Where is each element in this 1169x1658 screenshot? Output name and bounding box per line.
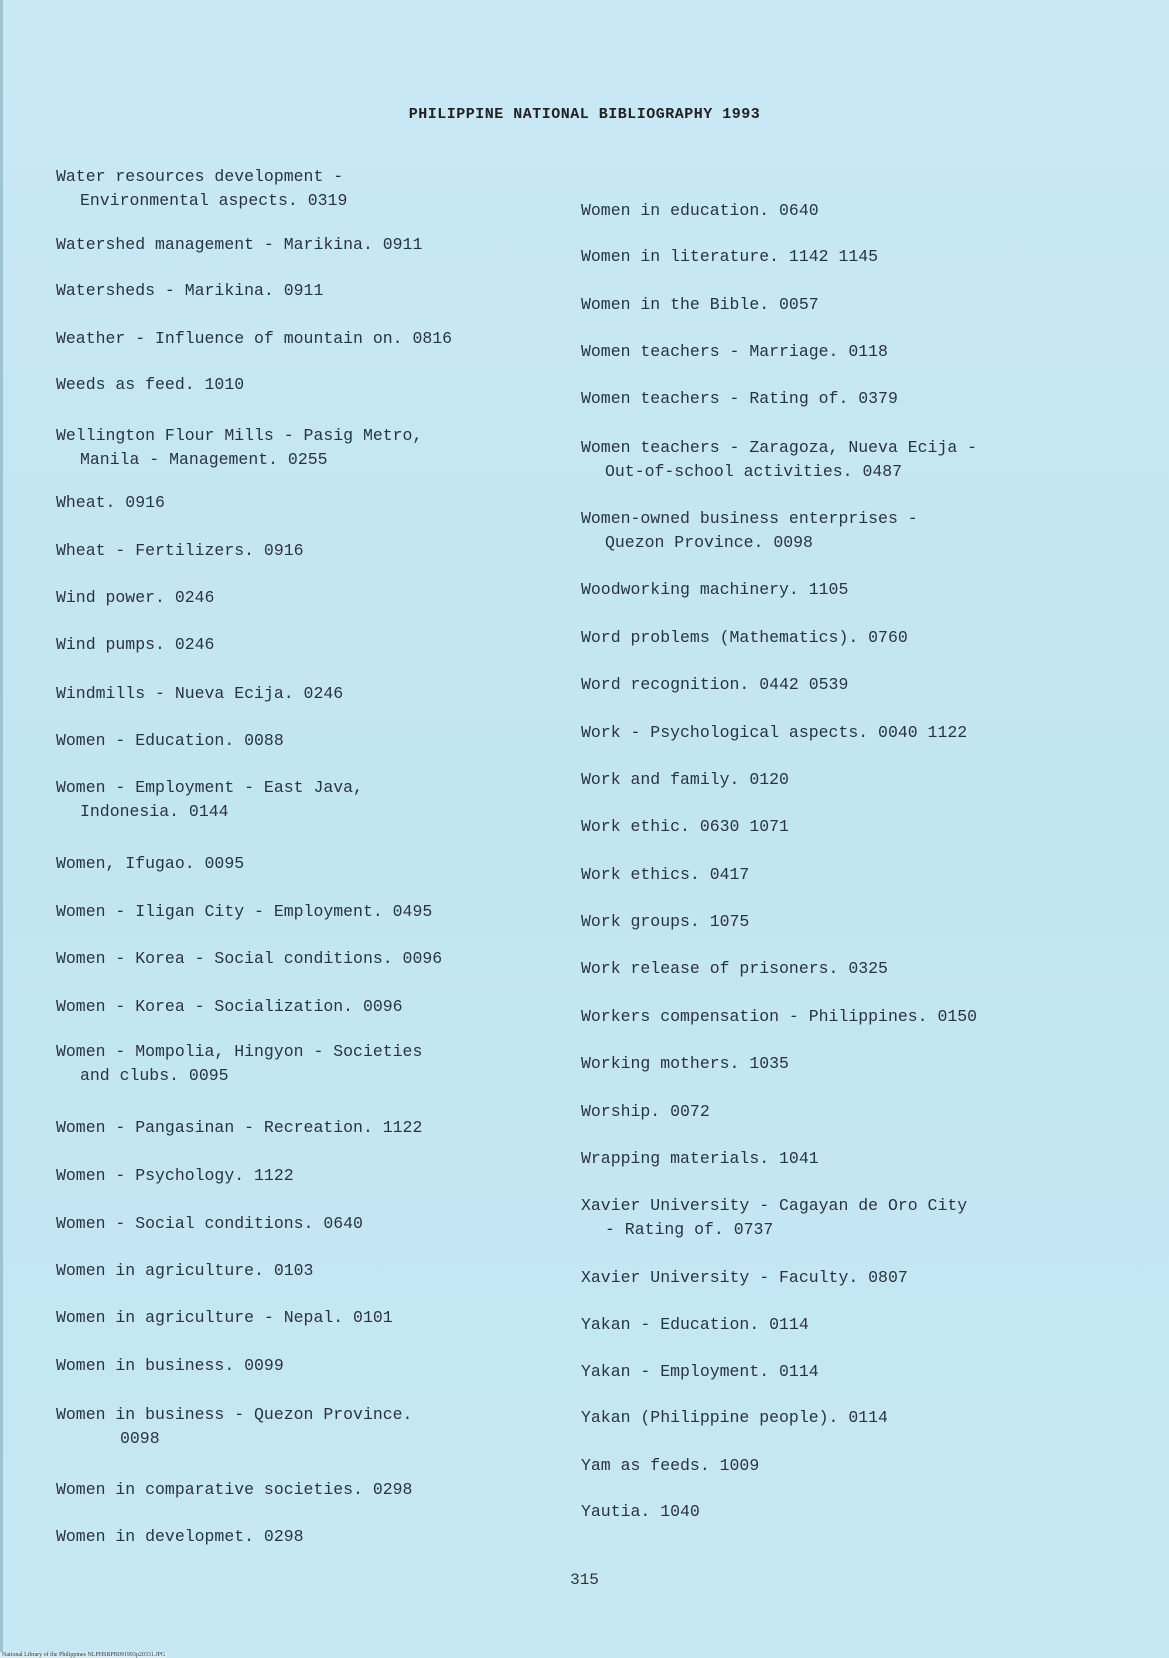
index-entry: Work groups. 1075 (581, 912, 750, 931)
index-entry: Work ethics. 0417 (581, 865, 750, 884)
page-edge (0, 0, 3, 1658)
index-entry: Women teachers - Rating of. 0379 (581, 389, 898, 408)
index-entry: Women - Iligan City - Employment. 0495 (56, 902, 433, 921)
index-entry: Weeds as feed. 1010 (56, 375, 245, 394)
index-entry: Word problems (Mathematics). 0760 (581, 628, 908, 647)
index-entry: Yautia. 1040 (581, 1502, 700, 1521)
index-entry: Watershed management - Marikina. 0911 (56, 235, 423, 254)
index-entry: Women in agriculture. 0103 (56, 1261, 314, 1280)
index-entry: Worship. 0072 (581, 1102, 710, 1121)
index-entry: Word recognition. 0442 0539 (581, 675, 849, 694)
index-entry: Weather - Influence of mountain on. 0816 (56, 329, 453, 348)
index-entry: Work release of prisoners. 0325 (581, 959, 888, 978)
index-entry: Xavier University - Cagayan de Oro City - Rating of. 0737 (581, 1196, 968, 1239)
index-entry: Women in developmet. 0298 (56, 1527, 304, 1546)
index-entry: Wheat. 0916 (56, 493, 165, 512)
index-entry: Xavier University - Faculty. 0807 (581, 1268, 908, 1287)
index-entry: Water resources development - Environmental aspects. 0319 (56, 167, 348, 210)
index-entry: Yakan (Philippine people). 0114 (581, 1408, 888, 1427)
index-entry: Windmills - Nueva Ecija. 0246 (56, 684, 344, 703)
index-entry: Women - Mompolia, Hingyon - Societies and clubs. 0095 (56, 1042, 423, 1085)
index-entry: Women teachers - Marriage. 0118 (581, 342, 888, 361)
index-entry: Workers compensation - Philippines. 0150 (581, 1007, 978, 1026)
index-entry: Women in the Bible. 0057 (581, 295, 819, 314)
index-entry: Women in comparative societies. 0298 (56, 1480, 413, 1499)
index-entry: Yakan - Education. 0114 (581, 1315, 809, 1334)
page-number: 315 (570, 1571, 599, 1589)
index-entry: Women - Employment - East Java, Indonesia. 0144 (56, 778, 363, 821)
index-entry: Women-owned business enterprises - Quezon Province. 0098 (581, 509, 918, 552)
index-entry: Women - Korea - Social conditions. 0096 (56, 949, 443, 968)
index-entry: Women - Korea - Socialization. 0096 (56, 997, 403, 1016)
index-entry: Yam as feeds. 1009 (581, 1456, 760, 1475)
index-entry: Yakan - Employment. 0114 (581, 1362, 819, 1381)
index-entry: Watersheds - Marikina. 0911 (56, 281, 324, 300)
index-entry: Wind pumps. 0246 (56, 635, 215, 654)
index-entry: Wrapping materials. 1041 (581, 1149, 819, 1168)
index-entry: Women in agriculture - Nepal. 0101 (56, 1308, 393, 1327)
page-title: PHILIPPINE NATIONAL BIBLIOGRAPHY 1993 (408, 106, 761, 123)
index-entry: Wheat - Fertilizers. 0916 (56, 541, 304, 560)
index-entry: Women - Pangasinan - Recreation. 1122 (56, 1118, 423, 1137)
index-entry: Wellington Flour Mills - Pasig Metro, Manila - Management. 0255 (56, 426, 423, 469)
index-entry: Women in education. 0640 (581, 201, 819, 220)
index-entry: Woodworking machinery. 1105 (581, 580, 849, 599)
scan-footer: National Library of the Philippines NLPHSRPB091993p20331.JPG (2, 1652, 166, 1658)
index-entry: Wind power. 0246 (56, 588, 215, 607)
index-entry: Women in business. 0099 (56, 1356, 284, 1375)
index-entry: Working mothers. 1035 (581, 1054, 789, 1073)
index-entry: Women in literature. 1142 1145 (581, 247, 879, 266)
index-entry: Work - Psychological aspects. 0040 1122 (581, 723, 968, 742)
index-entry: Women - Social conditions. 0640 (56, 1214, 363, 1233)
index-entry: Work ethic. 0630 1071 (581, 817, 789, 836)
index-entry: Work and family. 0120 (581, 770, 789, 789)
index-entry: Women - Education. 0088 (56, 731, 284, 750)
index-entry: Women - Psychology. 1122 (56, 1166, 294, 1185)
index-entry: Women in business - Quezon Province. 0098 (56, 1405, 413, 1448)
index-entry: Women, Ifugao. 0095 (56, 854, 245, 873)
index-entry: Women teachers - Zaragoza, Nueva Ecija - Out-of-school activities. 0487 (581, 438, 978, 481)
